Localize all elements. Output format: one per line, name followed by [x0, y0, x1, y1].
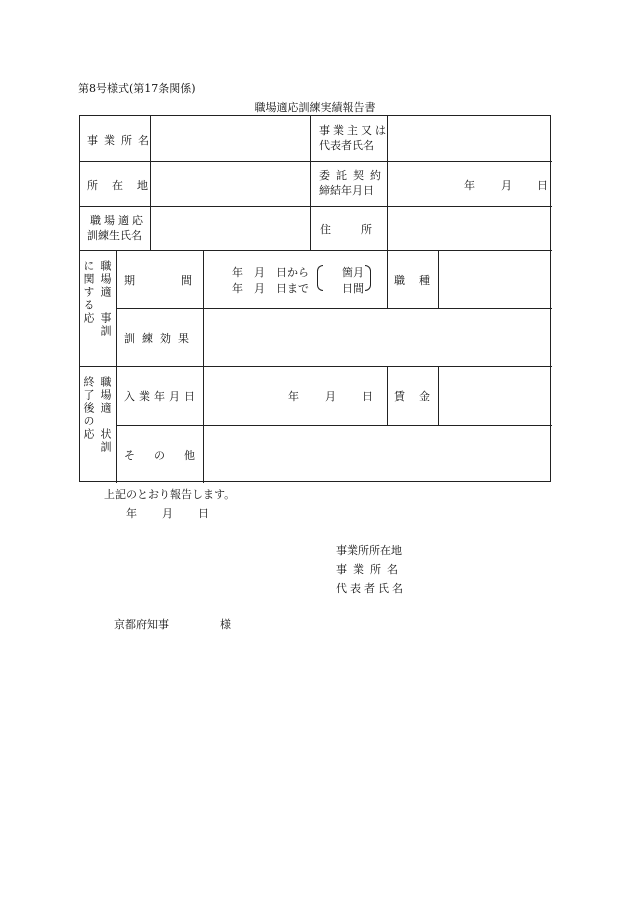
- report-date-day: 日: [198, 507, 209, 520]
- report-table: [79, 115, 551, 482]
- report-statement: 上記のとおり報告します。: [104, 488, 236, 501]
- other-label: その他: [124, 449, 214, 462]
- document-title: 職場適応訓練実績報告書: [254, 101, 376, 114]
- period-months: 箇月: [342, 266, 364, 279]
- contract-date-year: 年: [464, 179, 475, 192]
- after-group-label-col3: 状訓: [99, 428, 112, 454]
- owner-label: 事業主又は 代表者氏名: [319, 124, 389, 152]
- training-group-label-col3: 事訓: [99, 312, 112, 338]
- location-label: 所在地: [87, 179, 162, 192]
- after-group-label-col2: 終了後の応: [82, 376, 95, 441]
- owner-name-field[interactable]: [400, 132, 544, 146]
- representative-label: 代表者氏名: [336, 582, 406, 595]
- period-label: 期間: [124, 274, 238, 287]
- form-number: 第8号様式(第17条関係): [78, 82, 196, 95]
- after-group-label-col1: 職場適: [99, 376, 112, 415]
- period-days: 日間: [342, 282, 364, 295]
- training-effect-label: 訓練効果: [124, 332, 196, 345]
- hire-date-label: 入業年月日: [124, 390, 199, 403]
- report-date-month: 月: [162, 507, 173, 520]
- addressee: 京都府知事: [114, 618, 169, 631]
- training-group-label-col2: に関する応: [82, 260, 95, 325]
- office-name-sign-label: 事業所名: [336, 563, 404, 576]
- trainee-name-label: 職場適応 訓練生氏名: [87, 214, 146, 242]
- honorific: 様: [220, 618, 231, 631]
- occupation-label: 職種: [394, 274, 444, 287]
- address-label: 住所: [320, 223, 402, 236]
- contract-date-label: 委託契約 締結年月日: [319, 169, 387, 197]
- wage-label: 賃金: [394, 390, 444, 403]
- period-start: 年 月 日から: [232, 266, 309, 279]
- office-address-label: 事業所所在地: [336, 544, 402, 557]
- training-group-label-col1: 職場適: [99, 260, 112, 299]
- report-date-year: 年: [126, 507, 137, 520]
- contract-date-day: 日: [537, 179, 548, 192]
- contract-date-month: 月: [501, 179, 512, 192]
- period-end: 年 月 日まで: [232, 282, 309, 295]
- hire-date-day: 日: [362, 390, 373, 403]
- office-name-label: 事業所名: [87, 134, 155, 147]
- hire-date-year: 年: [288, 390, 299, 403]
- hire-date-month: 月: [325, 390, 336, 403]
